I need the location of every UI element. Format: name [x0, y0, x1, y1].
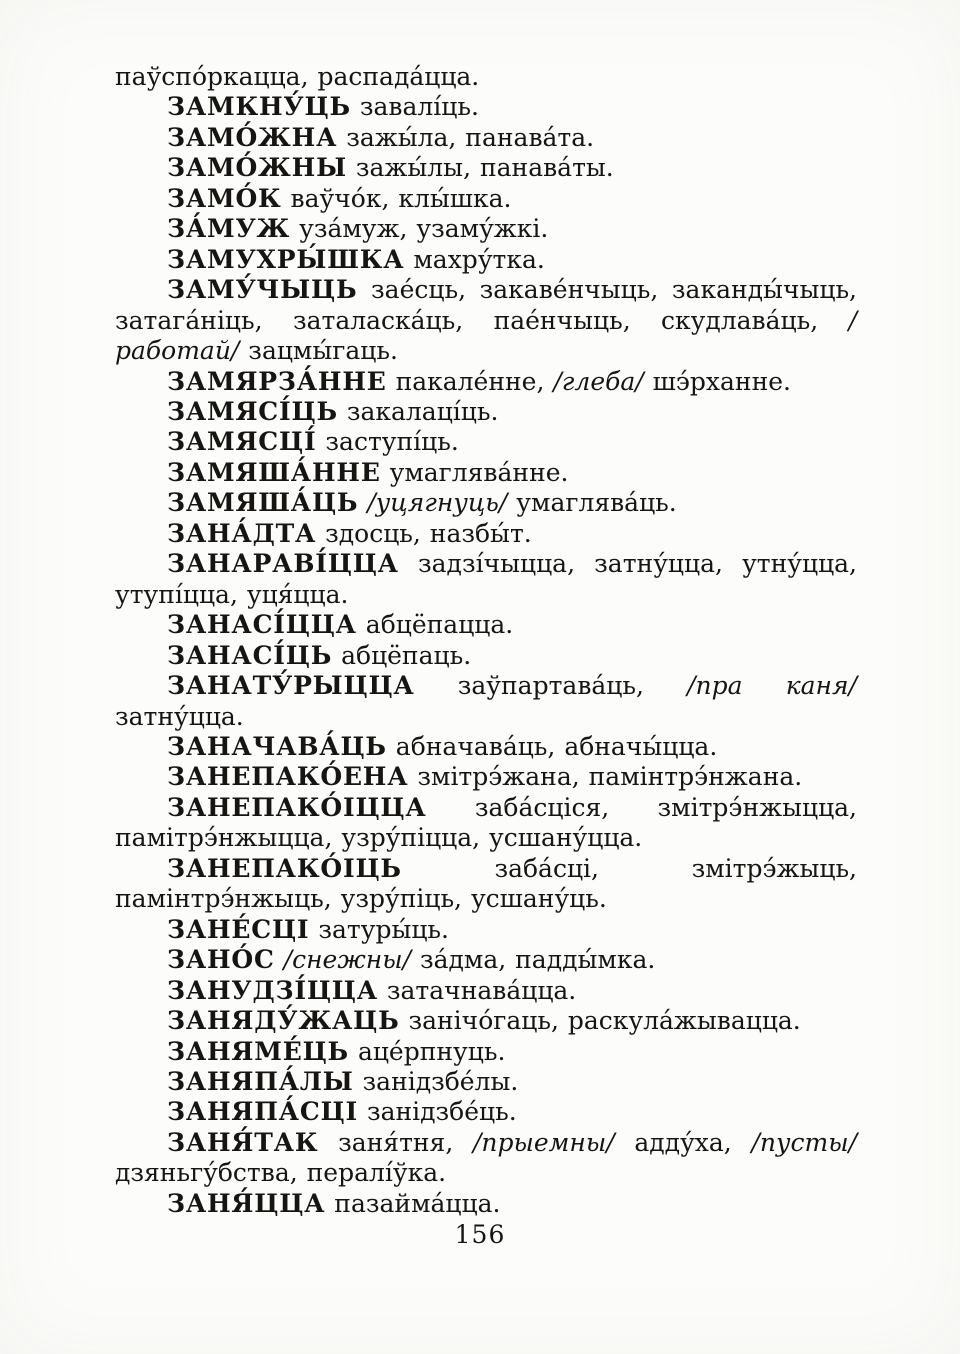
definition-text: аце́рпнуць. — [357, 1036, 506, 1066]
definition-text: ваўчо́к, клы́шка. — [290, 183, 512, 213]
entries — [115, 92, 857, 1219]
headword: ЗАНЯДУ́ЖАЦЬ — [167, 1006, 400, 1036]
dictionary-entry — [115, 92, 857, 122]
dictionary-text — [115, 62, 857, 1219]
headword: ЗАНАТУ́РЫЦЦА — [167, 671, 415, 701]
usage-label: /уцягнуць/ — [367, 488, 508, 518]
headword: ЗАМЯША́ЦЬ — [167, 488, 359, 518]
dictionary-entry — [115, 214, 857, 244]
dictionary-entry — [115, 854, 857, 915]
dictionary-entry — [115, 732, 857, 762]
definition-text: махру́тка. — [413, 244, 545, 274]
dictionary-entry — [115, 762, 857, 792]
definition-text: абначава́ць, абначы́цца. — [395, 731, 718, 761]
dictionary-entry — [115, 275, 857, 366]
definition-text: заба́сці, змітрэ́жыць, памінтрэ́нжыць, узру́піць, усшану́ць. — [115, 853, 858, 914]
headword: ЗАНАРАВІ́ЦЦА — [167, 549, 399, 579]
headword: ЗАНЯПА́ЛЫ — [167, 1066, 354, 1096]
dictionary-entry — [115, 1006, 857, 1036]
headword: ЗАМУ́ЧЫЦЬ — [167, 275, 358, 305]
definition-text: задзі́чыцца, затну́цца, утну́цца, утупі́цца, уця́цца. — [115, 549, 857, 609]
headword: ЗАНУДЗІ́ЦЦА — [167, 975, 378, 1005]
dictionary-entry — [115, 641, 857, 671]
definition-text: абцёпаць. — [341, 640, 472, 670]
headword: ЗАНЯ́ЦЦА — [167, 1188, 326, 1218]
headword: ЗАНЯПА́СЦІ — [167, 1097, 358, 1127]
dictionary-entry — [115, 1037, 857, 1067]
definition-text: зажы́ла, панава́та. — [346, 122, 595, 152]
headword: ЗАМКНУ́ЦЬ — [167, 92, 351, 122]
definition-text: змітрэ́жана, памінтрэ́нжана. — [417, 762, 803, 792]
usage-label: /пусты/ — [751, 1127, 857, 1157]
headword: ЗАНАСІ́ЦЬ — [167, 640, 333, 670]
dictionary-entry — [115, 671, 857, 732]
usage-label: /пра каня/ — [687, 671, 857, 701]
definition-text: шэ́рханне. — [643, 366, 791, 396]
definition-text: затуры́ць. — [318, 914, 449, 944]
headword: ЗА́МУЖ — [167, 214, 291, 244]
headword: ЗАНЯ́ТАК — [167, 1127, 319, 1157]
headword: ЗАМУХРЫ́ШКА — [167, 244, 405, 274]
dictionary-entry — [115, 1067, 857, 1097]
dictionary-entry — [115, 245, 857, 275]
headword: ЗАМО́ЖНА — [167, 122, 338, 152]
headword: ЗАНЕПАКО́ІЦЬ — [167, 853, 402, 883]
definition-text: затачнава́цца. — [386, 975, 577, 1005]
headword: ЗАНАСІ́ЦЦА — [167, 610, 357, 640]
definition-text: заўпартава́ць, — [457, 671, 688, 701]
definition-text: заба́сціся, змітрэ́нжыцца, памітрэ́нжыцца, узру́піцца, усшану́цца. — [115, 792, 858, 853]
dictionary-entry — [115, 549, 857, 610]
definition-text: заступі́ць. — [325, 427, 459, 457]
dictionary-entry — [115, 1189, 857, 1219]
headword: ЗАНА́ДТА — [167, 518, 317, 548]
dictionary-entry — [115, 793, 857, 854]
definition-text: дзяньгу́бства, пералі́ўка. — [115, 1158, 447, 1188]
headword: ЗАНЯМЕ́ЦЬ — [167, 1036, 349, 1066]
definition-text: закалаці́ць. — [346, 396, 499, 426]
dictionary-entry — [115, 123, 857, 153]
definition-text: затну́цца. — [115, 701, 244, 731]
headword: ЗАНЕПАКО́ЕНА — [167, 762, 409, 792]
dictionary-entry — [115, 976, 857, 1006]
definition-text: зацмы́гаць. — [239, 336, 398, 366]
dictionary-entry — [115, 915, 857, 945]
headword: ЗАНАЧАВА́ЦЬ — [167, 731, 387, 761]
dictionary-entry — [115, 427, 857, 457]
page-number: 156 — [454, 1220, 506, 1249]
usage-label: /прыемны/ — [473, 1127, 615, 1157]
headword: ЗАМЯША́ННЕ — [167, 457, 381, 487]
definition-text: пакале́нне, — [395, 366, 554, 396]
dictionary-entry — [115, 519, 857, 549]
definition-text: абцёпацца. — [365, 610, 514, 640]
headword: ЗАНЕ́СЦІ — [167, 914, 310, 944]
headword: ЗАНО́С — [167, 945, 275, 975]
definition-text: зае́сць, закаве́нчыць, заканды́чыць, затага́ніць, заталаска́ць, пае́нчыць, скудлава́ць, — [115, 275, 857, 335]
definition-text: занідзбе́ць. — [366, 1097, 517, 1127]
headword: ЗАМО́ЖНЫ — [167, 153, 347, 183]
headword: ЗАМЯРЗА́ННЕ — [167, 366, 387, 396]
definition-text: уза́муж, узаму́жкі. — [299, 214, 549, 244]
dictionary-entry — [115, 184, 857, 214]
definition-text: зажы́лы, панава́ты. — [355, 153, 614, 183]
definition-text: здосць, назбы́т. — [325, 518, 532, 548]
definition-text: адду́ха, — [614, 1127, 752, 1157]
dictionary-entry — [115, 1128, 857, 1189]
dictionary-entry — [115, 1097, 857, 1127]
dictionary-entry — [115, 153, 857, 183]
headword: ЗАМО́К — [167, 183, 282, 213]
headword: ЗАНЕПАКО́ІЦЦА — [167, 792, 427, 822]
dictionary-entry — [115, 367, 857, 397]
usage-label: /глеба/ — [553, 366, 644, 396]
headword: ЗАМЯСЦІ́ — [167, 427, 317, 457]
definition-text: умаглява́нне. — [389, 457, 569, 487]
usage-label: /работай/ — [115, 305, 857, 366]
dictionary-entry — [115, 945, 857, 975]
definition-text: заня́тня, — [338, 1127, 473, 1157]
dictionary-entry — [115, 458, 857, 488]
dictionary-entry — [115, 610, 857, 640]
headword: ЗАМЯСІ́ЦЬ — [167, 396, 338, 426]
continuation-paragraph: паўспо́ркацца, распада́цца. — [115, 62, 480, 91]
definition-text: занічо́гаць, раскула́жывацца. — [408, 1006, 801, 1036]
definition-text: за́дма, падды́мка. — [411, 945, 656, 975]
definition-text: занідзбе́лы. — [362, 1066, 519, 1096]
dictionary-entry — [115, 397, 857, 427]
definition-text: умаглява́ць. — [507, 488, 677, 518]
usage-label: /снежны/ — [283, 945, 411, 975]
definition-text: пазайма́цца. — [334, 1188, 501, 1218]
dictionary-entry — [115, 488, 857, 518]
definition-text: завалі́ць. — [359, 92, 479, 122]
